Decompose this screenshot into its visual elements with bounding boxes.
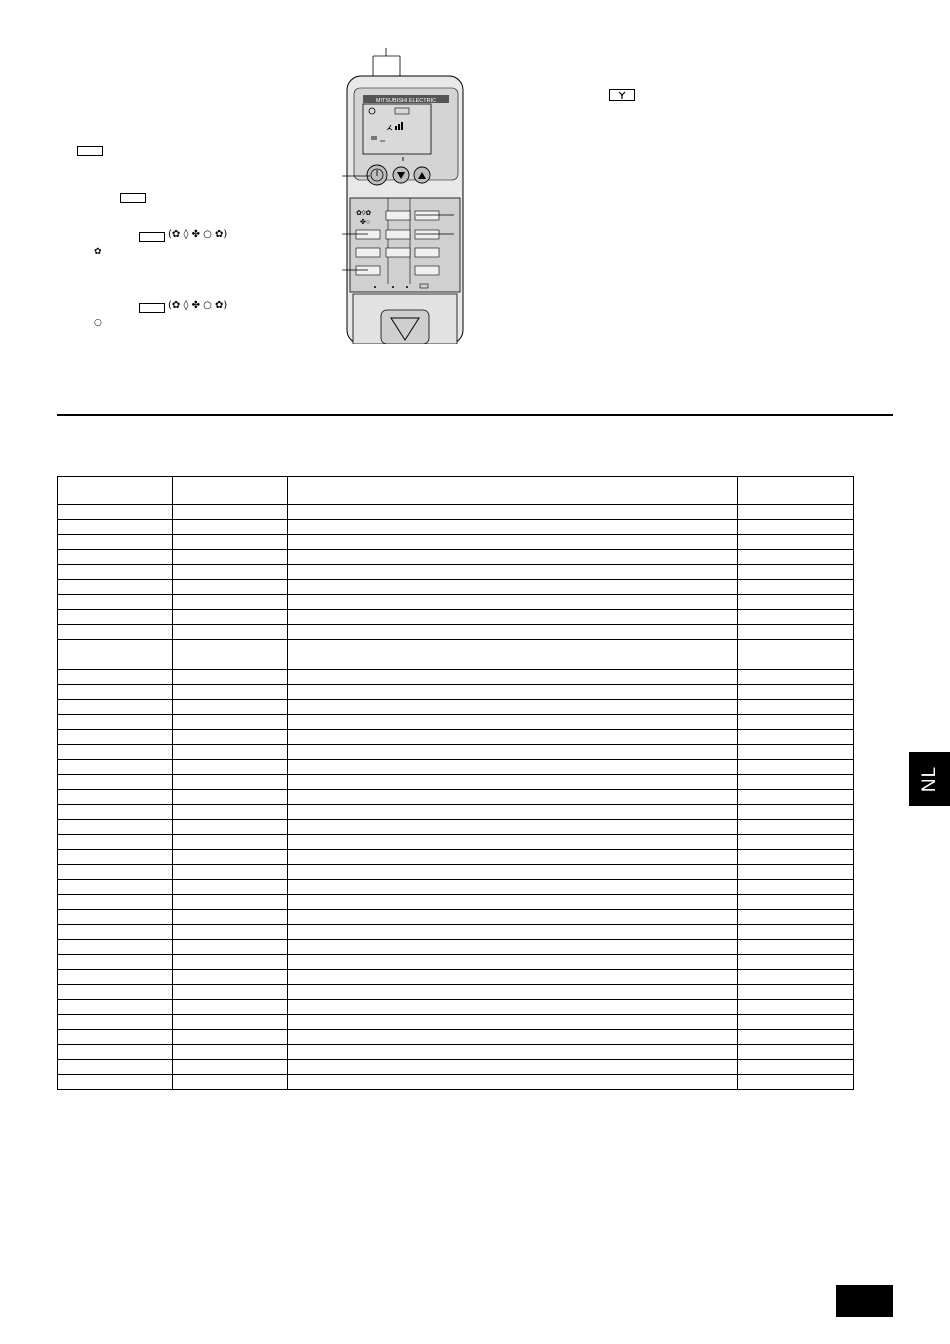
table-cell xyxy=(173,610,288,625)
table-cell xyxy=(738,550,854,565)
key-box-2 xyxy=(120,193,146,203)
key-box-mode-a xyxy=(139,232,165,242)
svg-text:II: II xyxy=(401,157,405,163)
table-cell xyxy=(173,955,288,970)
table-cell xyxy=(58,505,173,520)
table-cell xyxy=(288,895,738,910)
table-cell xyxy=(58,535,173,550)
table-cell xyxy=(58,745,173,760)
table-cell xyxy=(58,730,173,745)
fan-icon xyxy=(610,90,634,100)
table-row xyxy=(58,580,854,595)
table-cell xyxy=(58,895,173,910)
table-cell xyxy=(173,505,288,520)
table-cell xyxy=(58,1015,173,1030)
table-cell xyxy=(58,1060,173,1075)
table-row xyxy=(58,550,854,565)
key-box-1 xyxy=(77,146,103,156)
table-cell xyxy=(58,865,173,880)
table-row xyxy=(58,745,854,760)
table-cell xyxy=(173,850,288,865)
table-cell xyxy=(288,1045,738,1060)
circle-symbol: ○ xyxy=(94,318,102,328)
table-cell xyxy=(288,550,738,565)
table-cell xyxy=(738,535,854,550)
heat-symbol: ✿ xyxy=(94,247,102,257)
table-cell xyxy=(173,715,288,730)
table-cell xyxy=(738,670,854,685)
table-cell xyxy=(173,730,288,745)
table-row xyxy=(58,670,854,685)
table-cell xyxy=(58,625,173,640)
table-row xyxy=(58,910,854,925)
brand-label: MITSUBISHI ELECTRIC xyxy=(375,98,437,104)
table-cell xyxy=(288,715,738,730)
table-row xyxy=(58,760,854,775)
parts-table xyxy=(57,476,854,1090)
table-row xyxy=(58,595,854,610)
table-cell xyxy=(738,580,854,595)
table-cell xyxy=(738,610,854,625)
table-cell xyxy=(738,835,854,850)
table-cell xyxy=(738,477,854,505)
table-row xyxy=(58,520,854,535)
table-cell xyxy=(58,1045,173,1060)
table-cell xyxy=(173,1000,288,1015)
svg-text:✤○: ✤○ xyxy=(360,219,371,226)
table-cell xyxy=(738,925,854,940)
table-row xyxy=(58,940,854,955)
table-cell xyxy=(288,580,738,595)
table-cell xyxy=(173,1015,288,1030)
table-cell xyxy=(288,910,738,925)
table-cell xyxy=(288,520,738,535)
table-cell xyxy=(288,565,738,580)
table-cell xyxy=(173,625,288,640)
table-cell xyxy=(738,715,854,730)
table-cell xyxy=(738,1045,854,1060)
table-cell xyxy=(288,970,738,985)
table-cell xyxy=(288,1030,738,1045)
mode-symbols-b: (✿ ◊ ✤ ○ ✿) xyxy=(168,300,228,311)
table-cell xyxy=(58,580,173,595)
table-cell xyxy=(288,685,738,700)
table-cell xyxy=(58,700,173,715)
table-cell xyxy=(58,850,173,865)
table-row xyxy=(58,640,854,670)
table-cell xyxy=(288,940,738,955)
mode-symbols-a: (✿ ◊ ✤ ○ ✿) xyxy=(168,229,228,240)
table-cell xyxy=(738,790,854,805)
table-cell xyxy=(173,550,288,565)
table-cell xyxy=(738,1075,854,1090)
table-cell xyxy=(738,775,854,790)
table-cell xyxy=(288,505,738,520)
table-cell xyxy=(173,1075,288,1090)
table-cell xyxy=(173,595,288,610)
table-cell xyxy=(288,865,738,880)
table-row xyxy=(58,805,854,820)
table-row xyxy=(58,1030,854,1045)
table-cell xyxy=(58,550,173,565)
table-cell xyxy=(288,820,738,835)
table-cell xyxy=(288,610,738,625)
table-cell xyxy=(173,865,288,880)
table-cell xyxy=(58,925,173,940)
table-cell xyxy=(738,1060,854,1075)
table-cell xyxy=(738,505,854,520)
table-cell xyxy=(288,595,738,610)
table-cell xyxy=(173,985,288,1000)
table-cell xyxy=(58,477,173,505)
table-cell xyxy=(288,1000,738,1015)
table-cell xyxy=(58,610,173,625)
table-cell xyxy=(738,1000,854,1015)
fan-key-box xyxy=(609,89,635,101)
table-cell xyxy=(288,1075,738,1090)
table-cell xyxy=(173,805,288,820)
language-tab xyxy=(909,752,950,806)
table-cell xyxy=(173,970,288,985)
table-cell xyxy=(173,895,288,910)
key-box-mode-b xyxy=(139,303,165,313)
table-cell xyxy=(58,970,173,985)
table-cell xyxy=(738,745,854,760)
table-cell xyxy=(288,955,738,970)
table-cell xyxy=(58,805,173,820)
table-cell xyxy=(58,1030,173,1045)
table-row xyxy=(58,535,854,550)
table-cell xyxy=(58,775,173,790)
table-cell xyxy=(288,1015,738,1030)
table-cell xyxy=(288,850,738,865)
table-cell xyxy=(173,835,288,850)
table-row xyxy=(58,880,854,895)
table-cell xyxy=(738,850,854,865)
table-row xyxy=(58,895,854,910)
table-row xyxy=(58,685,854,700)
table-cell xyxy=(173,745,288,760)
svg-text:✿◊✿: ✿◊✿ xyxy=(356,210,372,217)
table-cell xyxy=(288,535,738,550)
table-cell xyxy=(173,910,288,925)
table-cell xyxy=(173,580,288,595)
table-cell xyxy=(58,715,173,730)
table-row xyxy=(58,865,854,880)
table-cell xyxy=(738,730,854,745)
section-divider xyxy=(57,414,893,416)
table-cell xyxy=(738,700,854,715)
table-cell xyxy=(58,670,173,685)
table-cell xyxy=(58,1000,173,1015)
table-cell xyxy=(288,625,738,640)
table-cell xyxy=(58,940,173,955)
table-cell xyxy=(288,835,738,850)
table-cell xyxy=(288,1060,738,1075)
table-cell xyxy=(173,520,288,535)
table-row xyxy=(58,820,854,835)
table-cell xyxy=(738,640,854,670)
table-row xyxy=(58,715,854,730)
table-cell xyxy=(58,955,173,970)
table-cell xyxy=(173,1045,288,1060)
table-cell xyxy=(173,775,288,790)
table-cell xyxy=(58,820,173,835)
table-cell xyxy=(58,685,173,700)
table-cell xyxy=(58,790,173,805)
table-cell xyxy=(173,820,288,835)
table-cell xyxy=(288,730,738,745)
table-row xyxy=(58,790,854,805)
table-cell xyxy=(173,760,288,775)
table-row xyxy=(58,1060,854,1075)
table-cell xyxy=(738,805,854,820)
table-cell xyxy=(173,1030,288,1045)
table-cell xyxy=(288,760,738,775)
table-cell xyxy=(738,520,854,535)
table-cell xyxy=(58,835,173,850)
table-cell xyxy=(738,970,854,985)
table-cell xyxy=(738,760,854,775)
table-header-row xyxy=(58,477,854,505)
table-row xyxy=(58,970,854,985)
table-cell xyxy=(738,985,854,1000)
table-cell xyxy=(58,1075,173,1090)
table-cell xyxy=(173,880,288,895)
table-cell xyxy=(738,565,854,580)
language-label: NL xyxy=(918,765,940,793)
table-cell xyxy=(738,895,854,910)
table-cell xyxy=(58,565,173,580)
table-row xyxy=(58,565,854,580)
table-cell xyxy=(738,1030,854,1045)
table-cell xyxy=(288,805,738,820)
page-number-block xyxy=(836,1285,893,1317)
table-cell xyxy=(173,700,288,715)
table-cell xyxy=(288,745,738,760)
table-cell xyxy=(58,985,173,1000)
table-cell xyxy=(288,985,738,1000)
table-cell xyxy=(288,477,738,505)
table-cell xyxy=(173,565,288,580)
table-cell xyxy=(173,640,288,670)
leader-lines xyxy=(340,168,460,288)
table-cell xyxy=(288,790,738,805)
table-cell xyxy=(58,520,173,535)
table-row xyxy=(58,955,854,970)
table-cell xyxy=(738,1015,854,1030)
table-cell xyxy=(738,595,854,610)
table-cell xyxy=(288,775,738,790)
table-cell xyxy=(738,910,854,925)
table-cell xyxy=(58,760,173,775)
table-cell xyxy=(58,595,173,610)
table-row xyxy=(58,1045,854,1060)
table-row xyxy=(58,850,854,865)
table-cell xyxy=(288,640,738,670)
table-cell xyxy=(58,910,173,925)
table-row xyxy=(58,610,854,625)
table-row xyxy=(58,1075,854,1090)
table-row xyxy=(58,700,854,715)
table-cell xyxy=(738,955,854,970)
table-cell xyxy=(738,865,854,880)
table-row xyxy=(58,730,854,745)
table-cell xyxy=(288,925,738,940)
table-cell xyxy=(173,685,288,700)
table-cell xyxy=(173,535,288,550)
table-cell xyxy=(173,670,288,685)
table-row xyxy=(58,625,854,640)
table-cell xyxy=(288,880,738,895)
table-row xyxy=(58,505,854,520)
table-cell xyxy=(738,880,854,895)
table-row xyxy=(58,1015,854,1030)
table-cell xyxy=(738,820,854,835)
table-cell xyxy=(288,700,738,715)
table-cell xyxy=(58,880,173,895)
table-cell xyxy=(738,625,854,640)
table-row xyxy=(58,835,854,850)
table-cell xyxy=(288,670,738,685)
table-cell xyxy=(173,477,288,505)
table-row xyxy=(58,775,854,790)
table-cell xyxy=(173,1060,288,1075)
table-cell xyxy=(58,640,173,670)
table-row xyxy=(58,985,854,1000)
table-row xyxy=(58,1000,854,1015)
table-cell xyxy=(173,940,288,955)
table-cell xyxy=(738,685,854,700)
table-cell xyxy=(173,925,288,940)
table-cell xyxy=(738,940,854,955)
table-row xyxy=(58,925,854,940)
table-cell xyxy=(173,790,288,805)
